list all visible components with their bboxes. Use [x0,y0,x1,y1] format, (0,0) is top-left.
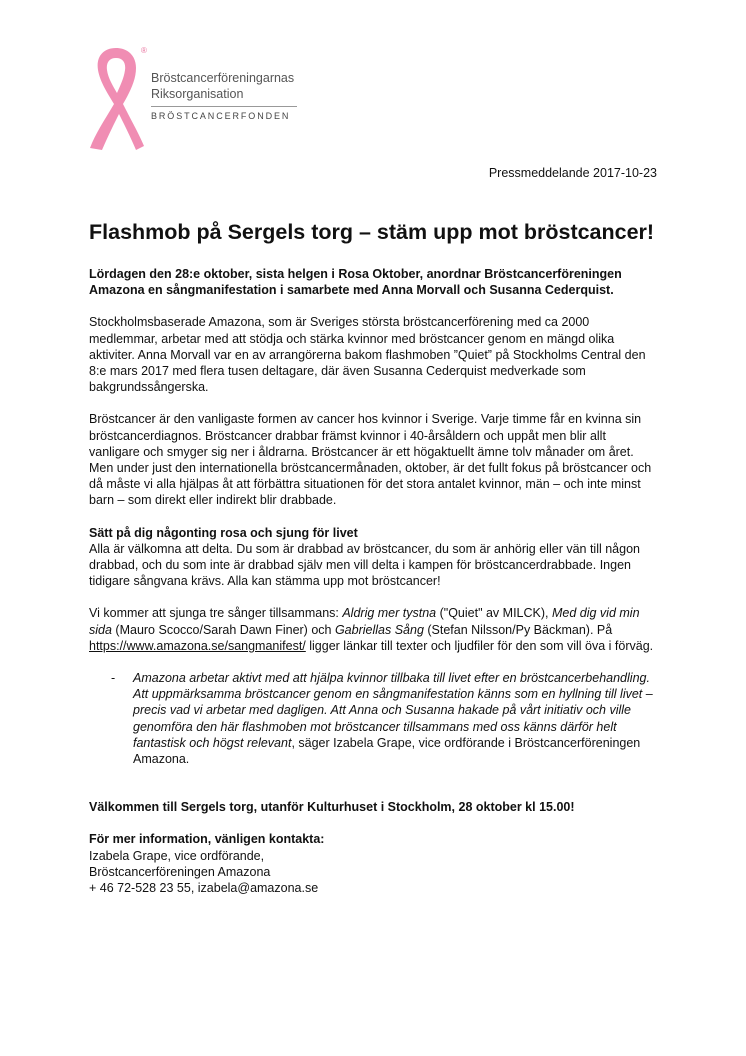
contact-org: Bröstcancerföreningen Amazona [89,864,271,879]
contact-name: Izabela Grape, vice ordförande, [89,848,265,863]
paragraph-3: Alla är välkomna att delta. Du som är drabbad av bröstcancer, du som är anhörig eller vän till någon drabbad, och du som inte är drabbad själv men vill delta i kampen för bröstcancerdrabbade. Ingen tidigare sångvana krävs. Alla kan stämma upp mot bröstcancer! [89,541,640,589]
quote-dash: - [111,671,116,686]
press-release-date: Pressmeddelande 2017-10-23 [488,166,657,180]
sangmanifest-link[interactable]: https://www.amazona.se/sangmanifest/ [89,638,306,653]
logo-divider [151,106,297,107]
song-2-title: Med dig vid min sida [89,606,640,637]
welcome-line: Välkommen till Sergels torg, utanför Kulturhuset i Stockholm, 28 oktober kl 15.00! [89,800,575,815]
registered-mark: ® [141,46,147,55]
contact-block [89,831,659,896]
songs-outro: ligger länkar till texter och ljudfiler för den som vill öva i förväg. [305,638,654,653]
quote-attribution: , säger Izabela Grape, vice ordförande i Bröstcancerföreningen Amazona. [133,735,641,767]
pink-ribbon-icon [86,44,146,154]
song-3-title: Gabriellas Sång [334,622,424,637]
logo-line-1: Bröstcancerföreningarnas [151,71,295,85]
lead-paragraph: Lördagen den 28:e oktober, sista helgen i Rosa Oktober, anordnar Bröstcancerföreningen Amazona en sångmanifestation i samarbete med Anna Morvall och Susanna Cederquist. [89,267,622,298]
contact-heading: För mer information, vänligen kontakta: [89,832,325,847]
songs-paragraph [89,605,659,654]
paragraph-2: Bröstcancer är den vanligaste formen av cancer hos kvinnor i Sverige. Varje timme får en kvinna sin bröstcancerdiagnos. Bröstcancer drabbar främst kvinnor i 40-årsåldern och uppåt men blir allt vanligare och smyger sig ner i åldrarna. Bröstcancer är ett högaktuellt ämne tolv månader om året. Men under just den internationella bröstcancermånaden, oktober, är det fullt fokus på bröstcancer och då måste vi alla hjälpas åt att förbättra situationen för det stora antalet kvinnor, män – och inte minst barn – som direkt eller indirekt blir drabbade. [89,412,652,508]
page-title: Flashmob på Sergels torg – stäm upp mot bröstcancer! [89,220,655,244]
contact-phone-email: + 46 72-528 23 55, izabela@amazona.se [89,881,319,896]
song-1-credit: ("Quiet" av MILCK), [436,606,552,621]
song-1-title: Aldrig mer tystna [342,606,437,621]
document-body [89,218,659,896]
quote-block [89,670,659,767]
logo-line-3: BRÖSTCANCERFONDEN [151,111,291,121]
paragraph-1: Stockholmsbaserade Amazona, som är Sveriges största bröstcancerförening med ca 2000 medlemmar, arbetar med att stödja och stärka kvinnor med bröstcancer genom en mängd olika aktiviter. Anna Morvall var en av arrangörerna bakom flashmoben ”Quiet” på Stockholms Central den 8:e mars 2017 med flera tusen deltagare, där även Susanna Cederquist medverkade som bakgrundssångerska. [89,315,646,395]
song-2-credit: (Mauro Scocco/Sarah Dawn Finer) och [111,622,335,637]
organization-logo [86,44,306,154]
section-heading: Sätt på dig någonting rosa och sjung för livet [89,525,358,540]
song-3-credit: (Stefan Nilsson/Py Bäckman). På [423,622,613,637]
quote-text: Amazona arbetar aktivt med att hjälpa kvinnor tillbaka till livet efter en bröstcancerbehandling. Att uppmärksamma bröstcancer genom en sångmanifestation känns som en hyllning till livet – precis vad vi arbetar med dagligen. Att Anna och Susanna hakade på vårt initiativ och ville genomföra den här flashmoben mot bröstcancer tillsammans med oss känns därför helt fantastisk och högst relevant [133,671,653,750]
songs-intro: Vi kommer att sjunga tre sånger tillsammans: [89,606,343,621]
logo-line-2: Riksorganisation [151,87,244,101]
